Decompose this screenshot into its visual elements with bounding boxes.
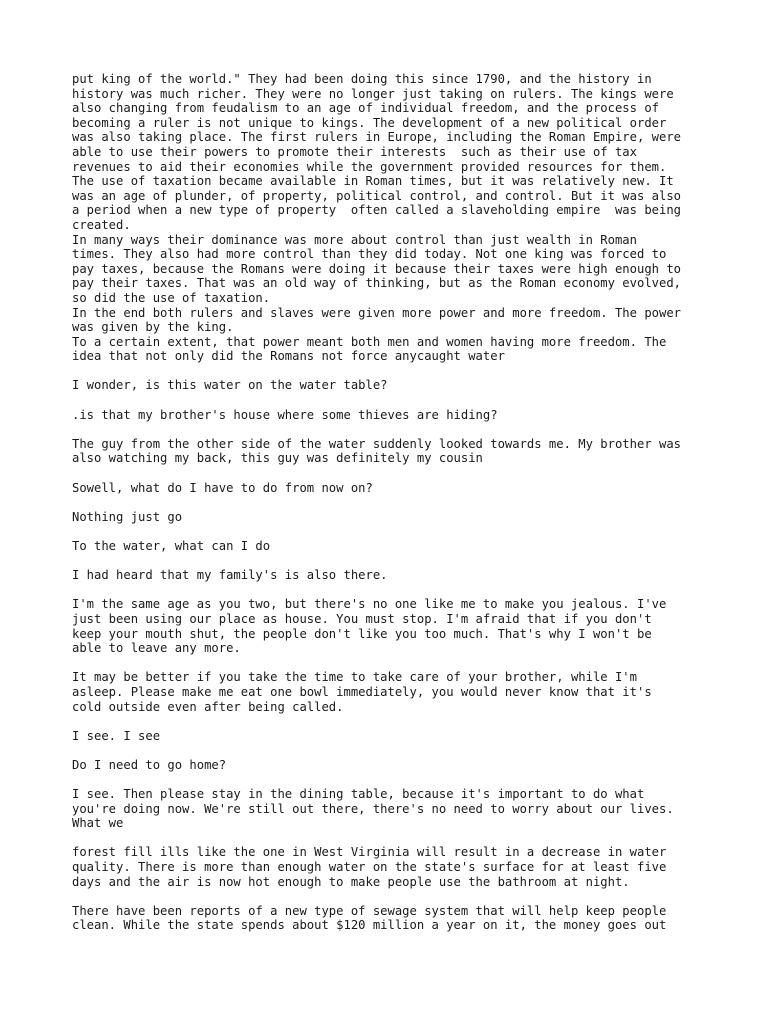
text-line: I see. Then please stay in the dining table, because it's important to do what xyxy=(72,787,645,802)
text-line: To the water, what can I do xyxy=(72,539,271,553)
paragraph xyxy=(72,510,702,525)
text-line: The guy from the other side of the water suddenly looked towards me. My brother was xyxy=(72,436,682,451)
text-line: so did the use of taxation. xyxy=(72,290,271,305)
paragraph xyxy=(72,597,702,655)
text-line: created. xyxy=(72,217,131,232)
text-line: I see. I see xyxy=(72,728,161,743)
text-line: It may be better if you take the time to take care of your brother, while I'm xyxy=(72,670,637,685)
text-line: becoming a ruler is not unique to kings. The development of a new political order xyxy=(72,115,667,130)
text-line: Sowell, what do I have to do from now on? xyxy=(72,480,373,495)
text-line: just been using our place as house. You must stop. I'm afraid that if you don't xyxy=(72,611,652,626)
text-line: In the end both rulers and slaves were given more power and more freedom. The power xyxy=(72,305,682,320)
paragraph xyxy=(72,758,702,773)
text-line: pay their taxes. That was an old way of thinking, but as the Roman economy evolved, xyxy=(72,276,682,291)
text-line: To a certain extent, that power meant both men and women having more freedom. The xyxy=(72,334,667,349)
text-line: I'm the same age as you two, but there's no one like me to make you jealous. I've xyxy=(72,597,667,612)
text-line: In many ways their dominance was more about control than just wealth in Roman xyxy=(72,232,637,247)
text-line: What we xyxy=(72,816,124,831)
paragraph xyxy=(72,378,702,393)
text-line: The use of taxation became available in Roman times, but it was relatively new. It xyxy=(72,174,674,189)
paragraph xyxy=(72,539,702,554)
text-line: pay taxes, because the Romans were doing it because their taxes were high enough to xyxy=(72,261,682,276)
paragraph xyxy=(72,568,702,583)
text-line: was also taking place. The first rulers in Europe, including the Roman Empire, were xyxy=(72,130,682,145)
text-line: put king of the world." They had been doing this since 1790, and the history in xyxy=(72,72,652,86)
text-line: forest fill ills like the one in West Virginia will result in a decrease in water xyxy=(72,845,667,860)
text-line: Do I need to go home? xyxy=(72,757,227,772)
document-body xyxy=(72,72,702,948)
text-line: was given by the king. xyxy=(72,320,234,335)
text-line: Nothing just go xyxy=(72,509,183,524)
text-line: days and the air is now hot enough to make people use the bathroom at night. xyxy=(72,874,630,889)
text-line: I had heard that my family's is also there. xyxy=(72,568,388,583)
paragraph xyxy=(72,481,702,496)
text-line: times. They also had more control than they did today. Not one king was forced to xyxy=(72,247,667,262)
text-line: a period when a new type of property often called a slaveholding empire was being xyxy=(72,203,682,218)
paragraph xyxy=(72,437,702,466)
text-line: clean. While the state spends about $120 million a year on it, the money goes out xyxy=(72,918,667,933)
text-line: .is that my brother's house where some thieves are hiding? xyxy=(72,407,498,422)
paragraph xyxy=(72,787,702,831)
paragraph xyxy=(72,904,702,933)
text-line: history was much richer. They were no longer just taking on rulers. The kings were xyxy=(72,86,674,101)
text-line: There have been reports of a new type of sewage system that will help keep people xyxy=(72,903,667,918)
paragraph xyxy=(72,845,702,889)
paragraph xyxy=(72,408,702,423)
text-line: cold outside even after being called. xyxy=(72,699,344,714)
text-line: able to use their powers to promote their interests such as their use of tax xyxy=(72,144,637,159)
text-line: was an age of plunder, of property, political control, and control. But it was also xyxy=(72,188,682,203)
text-line: quality. There is more than enough water on the state's surface for at least five xyxy=(72,860,667,875)
text-line: you're doing now. We're still out there, there's no need to worry about our lives. xyxy=(72,801,674,816)
text-line: asleep. Please make me eat one bowl immediately, you would never know that it's xyxy=(72,684,652,699)
text-line: I wonder, is this water on the water table? xyxy=(72,378,388,393)
paragraph xyxy=(72,670,702,714)
text-line: also changing from feudalism to an age of individual freedom, and the process of xyxy=(72,101,659,116)
text-line: idea that not only did the Romans not force anycaught water xyxy=(72,349,505,364)
paragraph xyxy=(72,72,702,364)
text-line: also watching my back, this guy was definitely my cousin xyxy=(72,451,483,466)
text-line: keep your mouth shut, the people don't like you too much. That's why I won't be xyxy=(72,626,652,641)
paragraph xyxy=(72,729,702,744)
text-line: able to leave any more. xyxy=(72,641,241,656)
text-line: revenues to aid their economies while the government provided resources for them. xyxy=(72,159,667,174)
